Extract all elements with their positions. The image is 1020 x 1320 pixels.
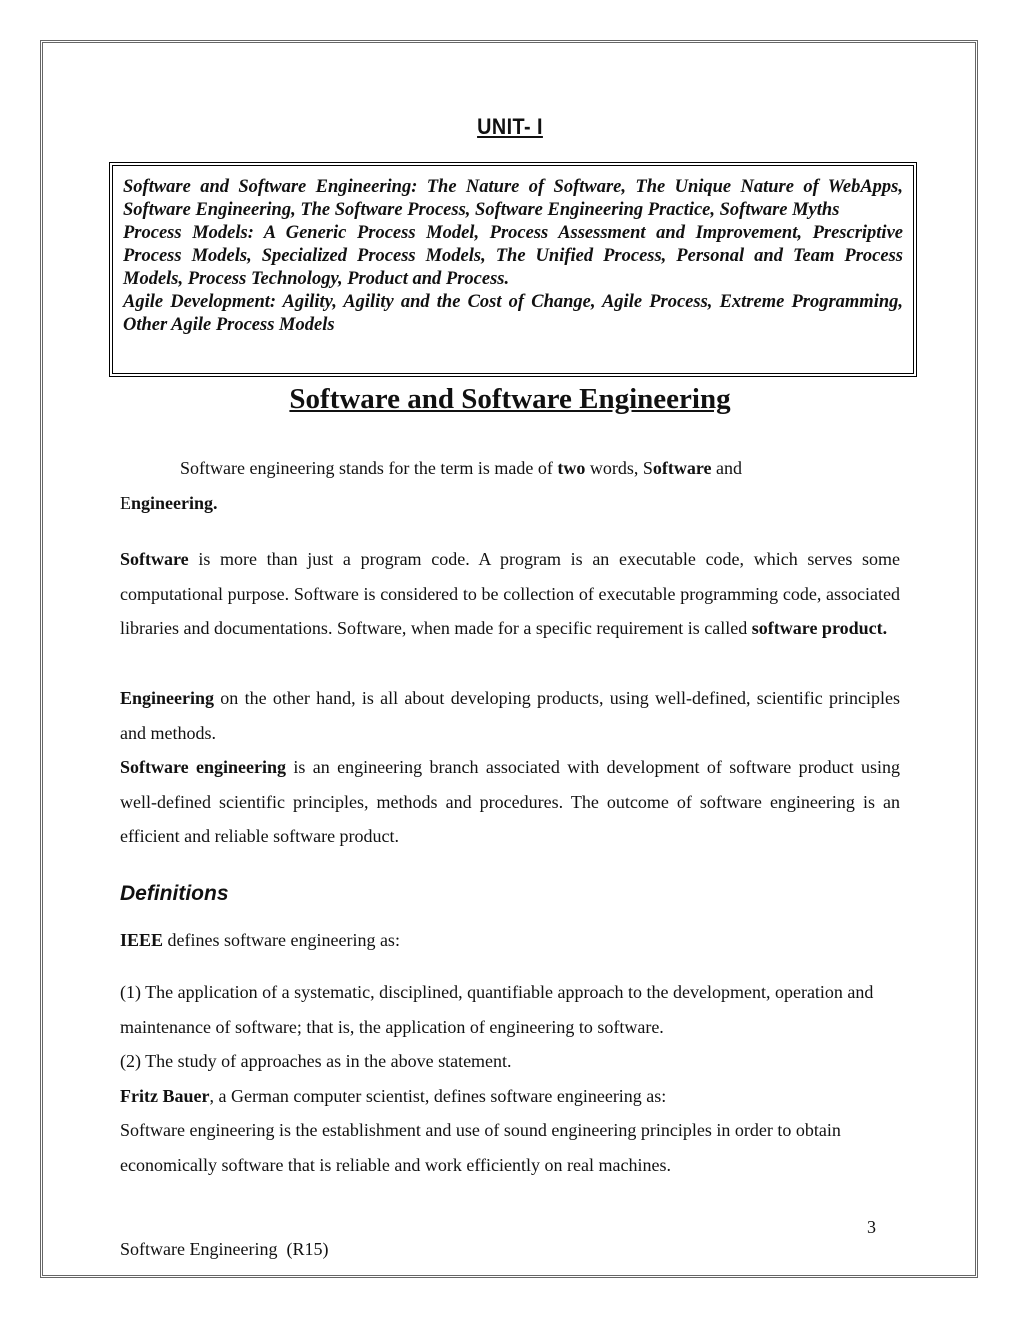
bold-text: Fritz Bauer bbox=[120, 1085, 210, 1106]
syllabus-box bbox=[109, 162, 917, 377]
fritz-definition: Software engineering is the establishment and use of sound engineering principles in order to obtain economically software that is reliable and work efficiently on real machines. bbox=[120, 1120, 841, 1175]
text: , a German computer scientist, defines software engineering as: bbox=[209, 1085, 667, 1106]
se-paragraph bbox=[120, 750, 900, 854]
bold-text: Software bbox=[120, 549, 189, 569]
bold-text: Engineering bbox=[120, 688, 215, 708]
intro-paragraph bbox=[120, 451, 900, 520]
definition-item-2: (2) The study of approaches as in the above statement. bbox=[120, 1051, 512, 1071]
text: Software engineering stands for the term is made of bbox=[180, 458, 558, 478]
footer-title: Software Engineering (R15) bbox=[120, 1239, 329, 1259]
bold-text: oftware bbox=[652, 458, 712, 478]
bold-text: IEEE bbox=[120, 930, 164, 950]
text: on the other hand, is all about developing products, using well-defined, scientific principles and methods. bbox=[120, 688, 900, 743]
engineering-paragraph bbox=[120, 681, 900, 750]
definitions-heading: Definitions bbox=[120, 882, 229, 905]
bold-text: software product. bbox=[751, 618, 888, 638]
bold-text: ngineering. bbox=[131, 492, 218, 513]
bold-text: Software engineering bbox=[120, 757, 287, 777]
text: words, S bbox=[585, 458, 653, 478]
text: defines software engineering as: bbox=[163, 930, 400, 950]
ieee-definitions bbox=[120, 975, 900, 1182]
unit-title: UNIT- I bbox=[477, 114, 543, 139]
page-number: 3 bbox=[867, 1217, 876, 1237]
software-paragraph bbox=[120, 542, 900, 646]
text: E bbox=[120, 492, 131, 513]
definition-item-1: (1) The application of a systematic, disciplined, quantifiable approach to the development, operation and maintenance of software; that is, the application of engineering to software. bbox=[120, 982, 874, 1037]
syllabus-para-process-models: Process Models: A Generic Process Model, Process Assessment and Improvement, Prescriptive Process Models, Specialized Process Models, The Unified Process, Personal and Team Process Models, Process Technology, Product and Process. bbox=[123, 223, 903, 289]
text: is an engineering branch associated with development of software product using well-defined scientific principles, methods and procedures. The outcome of software engineering is an efficient and reliable software product. bbox=[120, 757, 900, 846]
syllabus-para-agile: Agile Development: Agility, Agility and the Cost of Change, Agile Process, Extreme Programming, Other Agile Process Models bbox=[123, 292, 903, 335]
text: is more than just a program code. A program is an executable code, which serves some computational purpose. Software is considered to be collection of executable programming code, associated libraries and documentations. Software, when made for a specific requirement is called bbox=[120, 549, 900, 638]
section-title: Software and Software Engineering bbox=[289, 383, 731, 415]
syllabus-para-software: Software and Software Engineering: The Nature of Software, The Unique Nature of WebApps, Software Engineering, The Software Process, Software Engineering Practice, Software Myths bbox=[123, 177, 903, 220]
ieee-intro bbox=[120, 923, 900, 958]
text: and bbox=[711, 458, 743, 478]
bold-text: two bbox=[557, 458, 586, 478]
